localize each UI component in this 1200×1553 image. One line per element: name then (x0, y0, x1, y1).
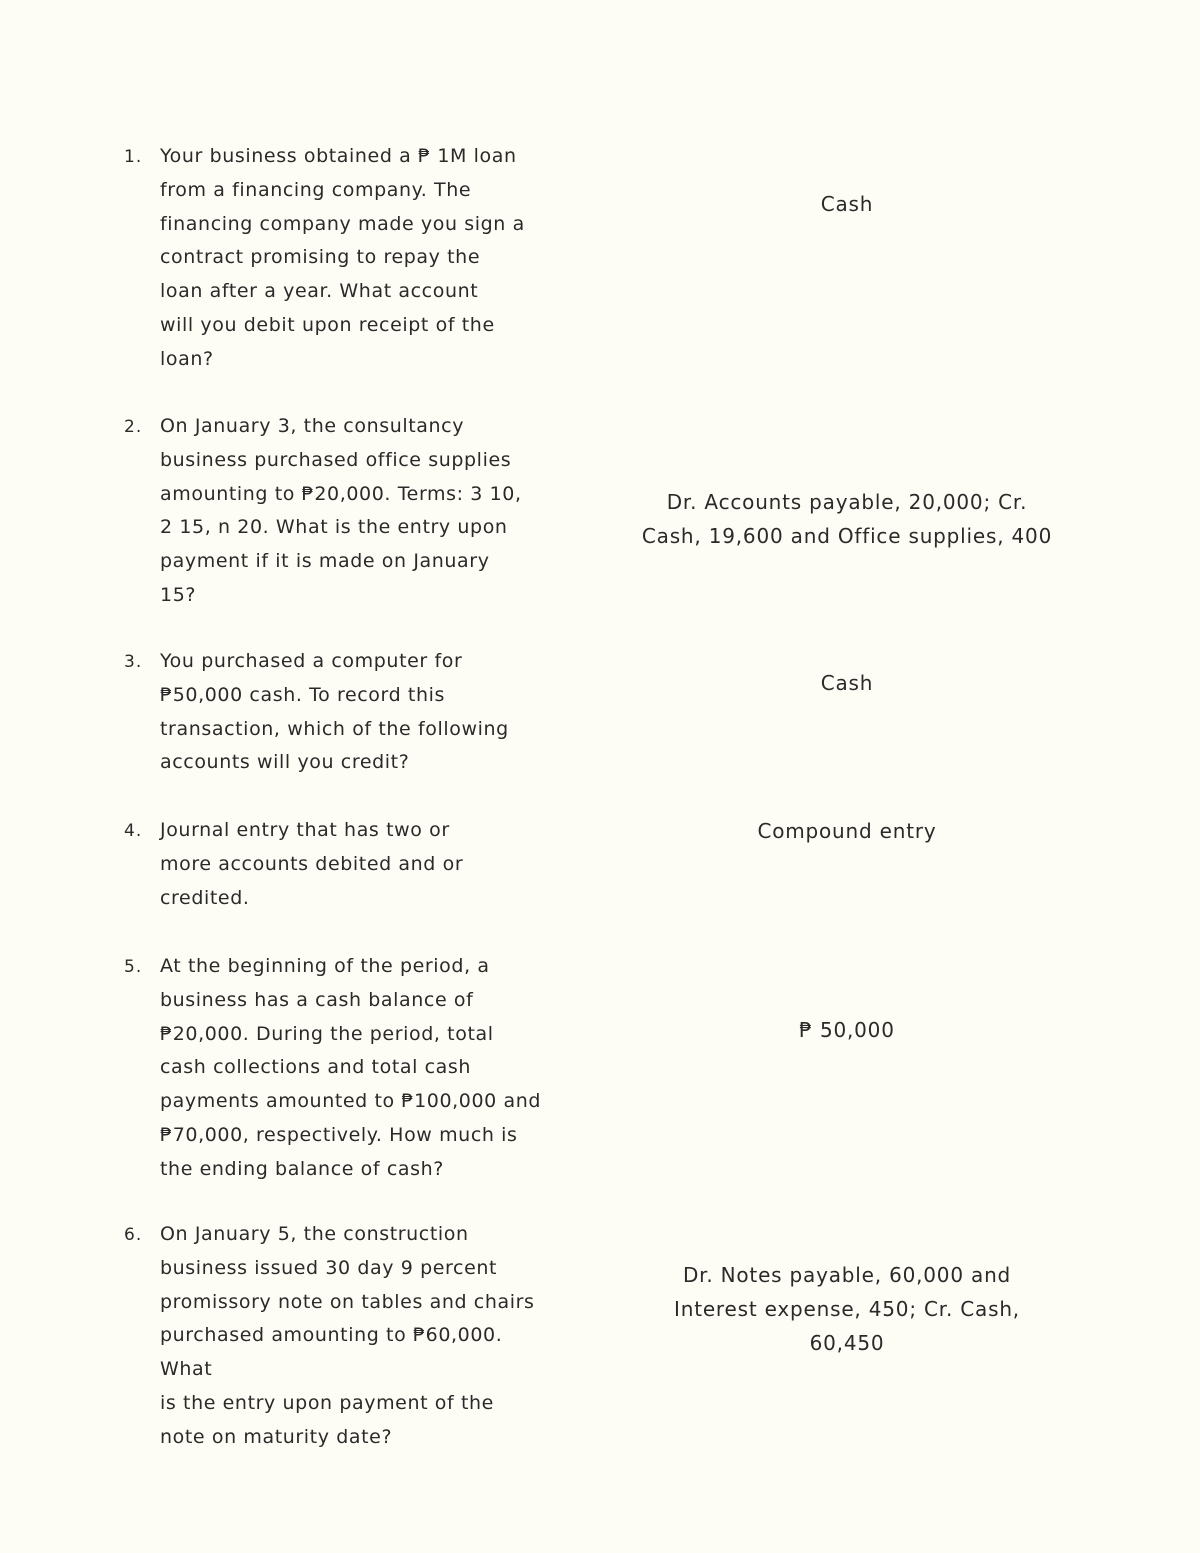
answer-text: ₱ 50,000 (799, 1018, 895, 1042)
question-number: 3. (124, 652, 143, 672)
answer-text: Cash (820, 671, 874, 695)
question-text: Your business obtained a ₱ 1M loan from a financing company. The financing company made you sign a contract promising to repay the loan after a year. What account will you debit upon receipt of the loan? (160, 145, 525, 370)
question-text: On January 3, the consultancy business purchased office supplies amounting to ₱20,000. Terms: 3 10, 2 15, n 20. What is the entry upon payment if it is made on January 15? (160, 415, 522, 606)
answer-text: Cash (820, 192, 874, 216)
answer-text: Dr. Accounts payable, 20,000; Cr. Cash, 19,600 and Office supplies, 400 (641, 490, 1053, 548)
question-number: 2. (124, 417, 143, 437)
question-text: Journal entry that has two or more accounts debited and or credited. (160, 819, 464, 909)
question-number: 5. (124, 957, 143, 977)
question-number: 4. (124, 821, 143, 841)
question-text: On January 5, the construction business issued 30 day 9 percent promissory note on tables and chairs purchased amounting to ₱60,000. What is the entry upon payment of the note on maturity date? (160, 1223, 535, 1448)
question-number: 1. (124, 147, 143, 167)
question-text: At the beginning of the period, a business has a cash balance of ₱20,000. During the period, total cash collections and total cash payments amounted to ₱100,000 and ₱70,000, respectively. How much is the ending balance of cash? (160, 955, 542, 1180)
question-text: You purchased a computer for ₱50,000 cash. To record this transaction, which of the following accounts will you credit? (160, 650, 509, 774)
answer-text: Compound entry (757, 819, 937, 843)
question-number: 6. (124, 1225, 143, 1245)
answer-text: Dr. Notes payable, 60,000 and Interest expense, 450; Cr. Cash, 60,450 (674, 1263, 1020, 1355)
